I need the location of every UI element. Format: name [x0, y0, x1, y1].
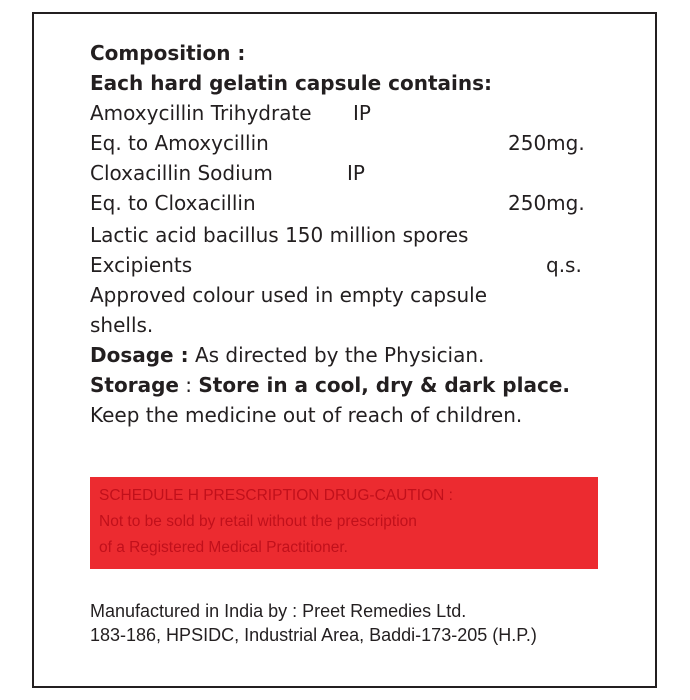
storage-line [90, 370, 570, 400]
ingredient-amoxycillin-trihydrate: Amoxycillin Trihydrate [90, 101, 312, 125]
caution-line-1: Not to be sold by retail without the prescription [99, 513, 417, 530]
colour-note-cont: shells. [90, 313, 154, 337]
ingredient-eq-amoxycillin: Eq. to Amoxycillin [90, 131, 269, 155]
storage-sep: : [178, 373, 199, 397]
caution-line-2: of a Registered Medical Practitioner. [99, 539, 348, 556]
composition-subtitle: Each hard gelatin capsule contains: [90, 71, 493, 95]
colour-note: Approved colour used in empty capsule [90, 283, 488, 307]
dosage-text: As directed by the Physician. [188, 343, 485, 367]
storage-label: Storage [90, 373, 179, 397]
dosage-label: Dosage : [90, 343, 189, 367]
manufacturer-address: 183-186, HPSIDC, Industrial Area, Baddi-173-205 (H.P.) [90, 625, 537, 645]
manufacturer-name: Manufactured in India by : Preet Remedies Ltd. [90, 601, 467, 621]
dosage-line [90, 340, 484, 370]
composition-title: Composition : [90, 41, 246, 65]
keep-away-note: Keep the medicine out of reach of children. [90, 403, 523, 427]
ingredient-lactic-acid-bacillus: Lactic acid bacillus 150 million spores [90, 223, 469, 247]
storage-text: Store in a cool, dry & dark place. [198, 373, 570, 397]
caution-box [90, 477, 598, 569]
caution-heading: SCHEDULE H PRESCRIPTION DRUG-CAUTION : [99, 487, 453, 504]
ingredient-cloxacillin-sodium: Cloxacillin Sodium [90, 161, 273, 185]
ingredient-qty: q.s. [546, 253, 582, 277]
ingredient-excipients: Excipients [90, 253, 193, 277]
ingredient-eq-cloxacillin: Eq. to Cloxacillin [90, 191, 256, 215]
ingredient-qty: 250mg. [508, 191, 585, 215]
ingredient-standard: IP [353, 101, 371, 125]
ingredient-qty: 250mg. [508, 131, 585, 155]
ingredient-standard: IP [347, 161, 365, 185]
